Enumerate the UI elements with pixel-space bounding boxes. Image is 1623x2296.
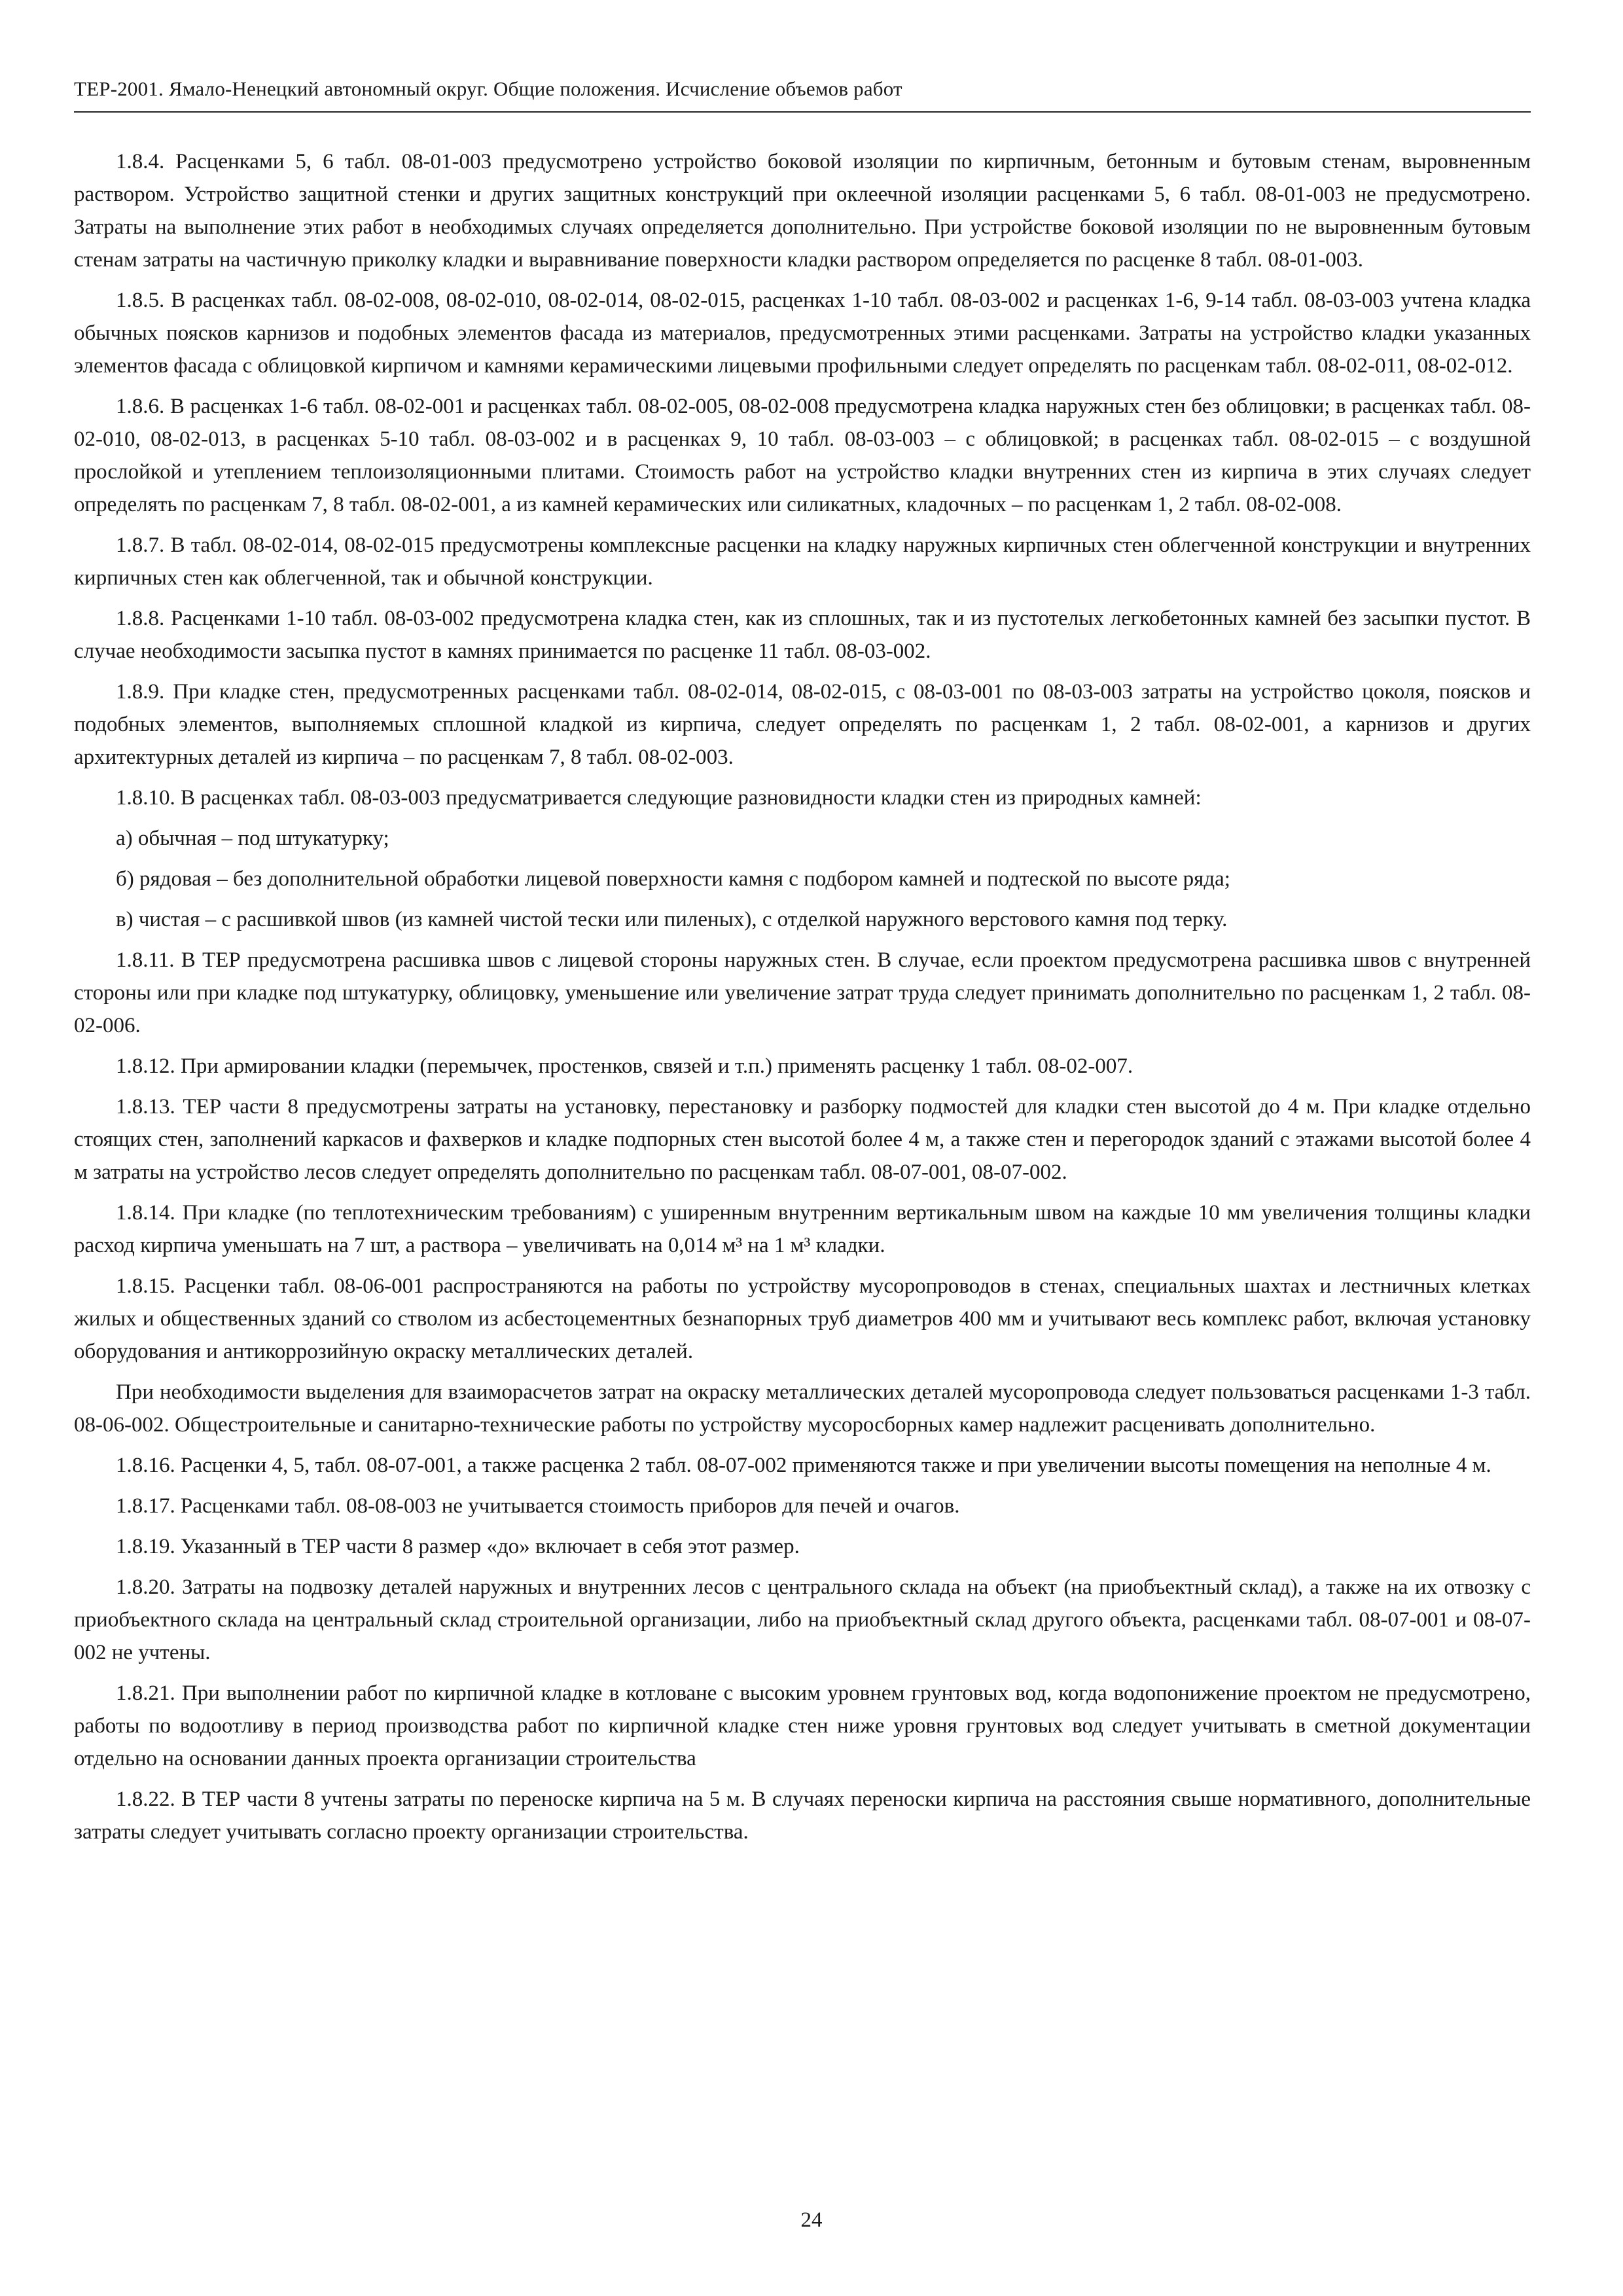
paragraph-1-8-12: 1.8.12. При армировании кладки (перемычек, простенков, связей и т.п.) применять расценку 1 табл. 08-02-007.	[116, 1054, 1133, 1078]
paragraph-1-8-10: 1.8.10. В расценках табл. 08-03-003 предусматривается следующие разновидности кладки стен из природных камней:	[116, 786, 1202, 810]
paragraph-1-8-13: 1.8.13. ТЕР части 8 предусмотрены затраты на установку, перестановку и разборку подмостей для кладки стен высотой до 4 м. При кладке отдельно стоящих стен, заполнений каркасов и фахверков и кладке подпорных стен высотой более 4 м, а также стен и перегородок зданий с этажами высотой более 4 м затраты на устройство лесов следует определять дополнительно по расценкам табл. 08-07-001, 08-07-002.	[74, 1095, 1531, 1184]
paragraph-1-8-20: 1.8.20. Затраты на подвозку деталей наружных и внутренних лесов с центрального склада на объект (на приобъектный склад), а также на их отвозку с приобъектного склада на центральный склад строительной организации, либо на приобъектный склад другого объекта, расценками табл. 08-07-001 и 08-07-002 не учтены.	[74, 1575, 1531, 1664]
page-header	[74, 72, 1531, 113]
paragraph-1-8-17: 1.8.17. Расценками табл. 08-08-003 не учитывается стоимость приборов для печей и очагов.	[116, 1494, 960, 1518]
paragraph-1-8-11: 1.8.11. В ТЕР предусмотрена расшивка швов с лицевой стороны наружных стен. В случае, если проектом предусмотрена расшивка швов с внутренней стороны или при кладке под штукатурку, облицовку, уменьшение или увеличение затрат труда следует принимать дополнительно по расценкам 1, 2 табл. 08-02-006.	[74, 948, 1531, 1037]
list-item-b: б) рядовая – без дополнительной обработки лицевой поверхности камня с подбором камней и подтеской по высоте ряда;	[116, 867, 1230, 891]
paragraph-1-8-8: 1.8.8. Расценками 1-10 табл. 08-03-002 предусмотрена кладка стен, как из сплошных, так и из пустотелых легкобетонных камней без засыпки пустот. В случае необходимости засыпка пустот в камнях принимается по расценке 11 табл. 08-03-002.	[74, 607, 1531, 663]
paragraph-1-8-15: 1.8.15. Расценки табл. 08-06-001 распространяются на работы по устройству мусоропроводов в стенах, специальных шахтах и лестничных клетках жилых и общественных зданий со стволом из асбестоцементных безнапорных труб диаметров 400 мм и учитывают весь комплекс работ, включая установку оборудования и антикоррозийную окраску металлических деталей.	[74, 1274, 1531, 1363]
paragraph-1-8-9: 1.8.9. При кладке стен, предусмотренных расценками табл. 08-02-014, 08-02-015, с 08-03-001 по 08-03-003 затраты на устройство цоколя, поясков и подобных элементов, выполняемых сплошной кладкой из кирпича, следует определять по расценкам 1, 2 табл. 08-02-001, а карнизов и других архитектурных деталей из кирпича – по расценкам 7, 8 табл. 08-02-003.	[74, 680, 1531, 769]
paragraph-1-8-4: 1.8.4. Расценками 5, 6 табл. 08-01-003 предусмотрено устройство боковой изоляции по кирпичным, бетонным и бутовым стенам, выровненным раствором. Устройство защитной стенки и других защитных конструкций при оклеечной изоляции расценками 5, 6 табл. 08-01-003 не предусмотрено. Затраты на выполнение этих работ в необходимых случаях определяется дополнительно. При устройстве боковой изоляции по не выровненным бутовым стенам затраты на частичную приколку кладки и выравнивание поверхности кладки раствором определяется по расценке 8 табл. 08-01-003.	[74, 150, 1531, 272]
document-body	[74, 145, 1531, 1856]
paragraph-1-8-5: 1.8.5. В расценках табл. 08-02-008, 08-02-010, 08-02-014, 08-02-015, расценках 1-10 табл. 08-03-002 и расценках 1-6, 9-14 табл. 08-03-003 учтена кладка обычных поясков карнизов и подобных элементов фасада из материалов, предусмотренных этими расценками. Затраты на устройство кладки указанных элементов фасада с облицовкой кирпичом и камнями керамическими лицевыми профильными следует определять по расценкам табл. 08-02-011, 08-02-012.	[74, 289, 1531, 378]
page-number: 24	[800, 2208, 823, 2232]
paragraph-1-8-19: 1.8.19. Указанный в ТЕР части 8 размер «до» включает в себя этот размер.	[116, 1535, 800, 1558]
paragraph-1-8-16: 1.8.16. Расценки 4, 5, табл. 08-07-001, а также расценка 2 табл. 08-07-002 применяются также и при увеличении высоты помещения на неполные 4 м.	[116, 1454, 1491, 1477]
paragraph-1-8-22: 1.8.22. В ТЕР части 8 учтены затраты по переноске кирпича на 5 м. В случаях переноски кирпича на расстояния свыше нормативного, дополнительные затраты следует учитывать согласно проекту организации строительства.	[74, 1787, 1531, 1844]
paragraph-1-8-7: 1.8.7. В табл. 08-02-014, 08-02-015 предусмотрены комплексные расценки на кладку наружных кирпичных стен облегченной конструкции и внутренних кирпичных стен как облегченной, так и обычной конструкции.	[74, 533, 1531, 590]
paragraph-1-8-14: 1.8.14. При кладке (по теплотехническим требованиям) с уширенным внутренним вертикальным швом на каждые 10 мм увеличения толщины кладки расход кирпича уменьшать на 7 шт, а раствора – увеличивать на 0,014 м³ на 1 м³ кладки.	[74, 1201, 1531, 1257]
paragraph-1-8-21: 1.8.21. При выполнении работ по кирпичной кладке в котловане с высоким уровнем грунтовых вод, когда водопонижение проектом не предусмотрено, работы по водоотливу в период производства работ по кирпичной кладке стен ниже уровня грунтовых вод следует учитывать в сметной документации отдельно на основании данных проекта организации строительства	[74, 1681, 1531, 1770]
list-item-c: в) чистая – с расшивкой швов (из камней чистой тески или пиленых), с отделкой наружного верстового камня под терку.	[116, 908, 1228, 931]
paragraph-1-8-15-continued: При необходимости выделения для взаиморасчетов затрат на окраску металлических деталей мусоропровода следует пользоваться расценками 1-3 табл. 08-06-002. Общестроительные и санитарно-технические работы по устройству мусоросборных камер надлежит расценивать дополнительно.	[74, 1380, 1531, 1437]
paragraph-1-8-6: 1.8.6. В расценках 1-6 табл. 08-02-001 и расценках табл. 08-02-005, 08-02-008 предусмотрена кладка наружных стен без облицовки; в расценках табл. 08-02-010, 08-02-013, в расценках 5-10 табл. 08-03-002 и в расценках 9, 10 табл. 08-03-003 – с облицовкой; в расценках табл. 08-02-015 – с воздушной прослойкой и утеплением теплоизоляционными плитами. Стоимость работ на устройство кладки внутренних стен из кирпича в этих случаях следует определять по расценкам 7, 8 табл. 08-02-001, а из камней керамических или силикатных, кладочных – по расценкам 1, 2 табл. 08-02-008.	[74, 395, 1531, 516]
list-item-a: а) обычная – под штукатурку;	[116, 827, 389, 850]
document-title: ТЕР-2001. Ямало-Ненецкий автономный округ. Общие положения. Исчисление объемов работ	[74, 77, 902, 100]
